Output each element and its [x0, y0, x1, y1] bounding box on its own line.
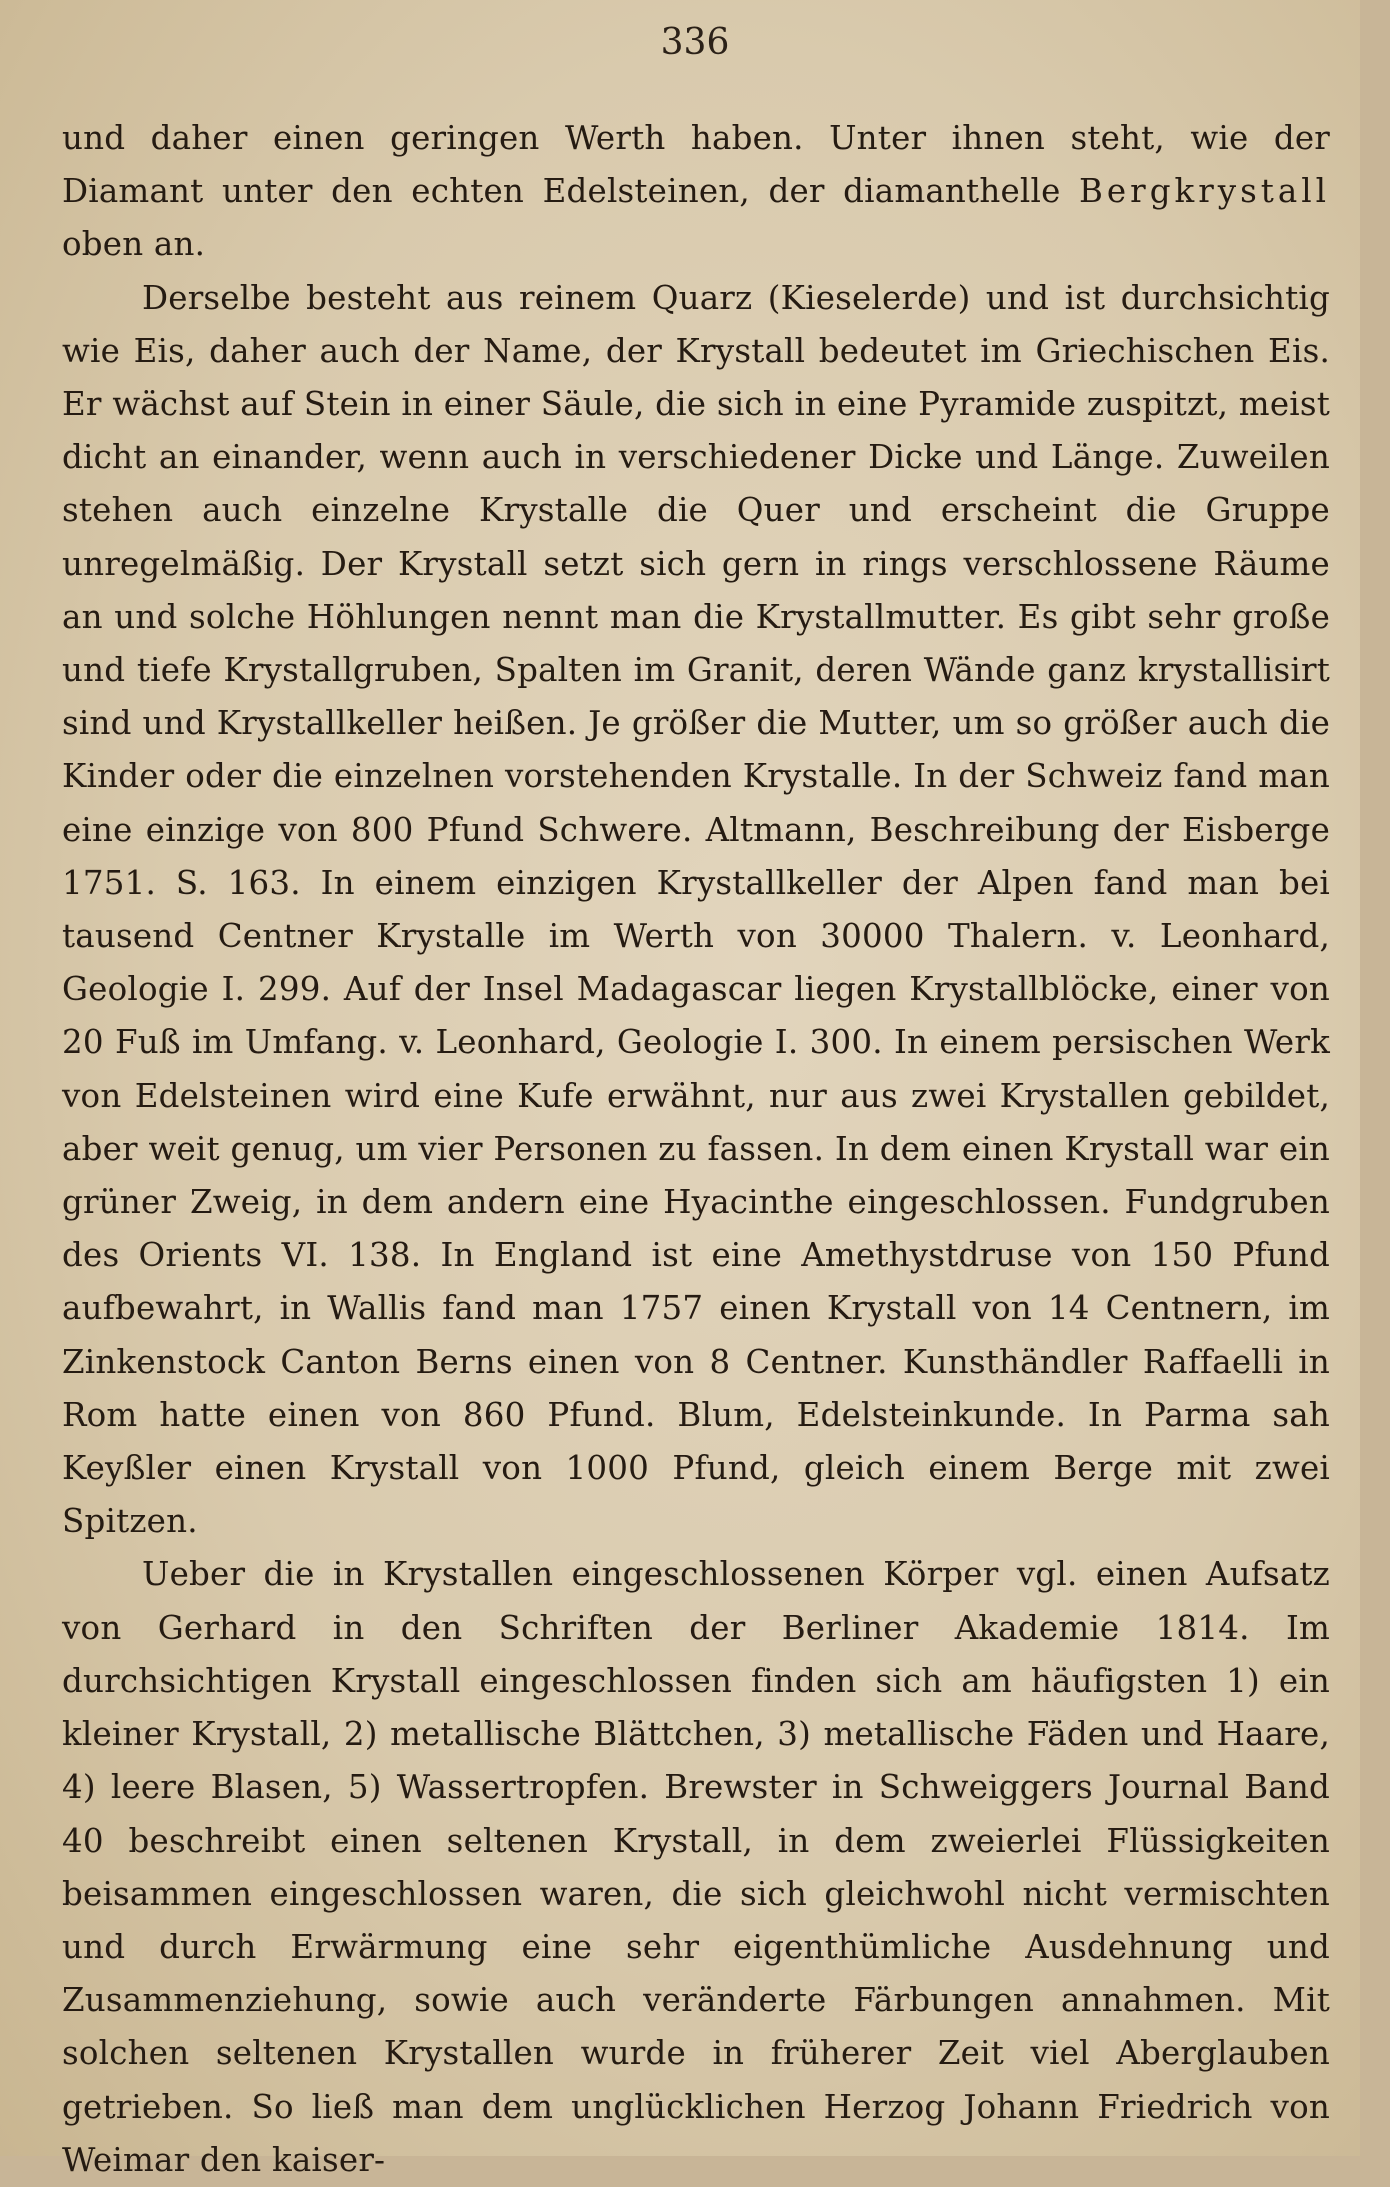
- page-number: 336: [660, 22, 730, 63]
- paragraph-1-text-end: oben an.: [62, 225, 206, 264]
- paragraph-1: [62, 112, 1330, 272]
- paragraph-1-text: und daher einen geringen Werth haben. Unter ihnen steht, wie der Diamant unter den echten Edelsteinen, der diamanthelle: [62, 119, 1330, 211]
- paragraph-3-text: Ueber die in Krystallen eingeschlossenen Körper vgl. einen Aufsatz von Gerhard in den Schriften der Berliner Akademie 1814. Im durchsichtigen Krystall eingeschlossen finden sich am häufigsten 1) ein kleiner Krystall, 2) metallische Blättchen, 3) metallische Fäden und Haare, 4) leere Blasen, 5) Wassertropfen. Brewster in Schweiggers Journal Band 40 beschreibt einen seltenen Krystall, in dem zweierlei Flüssigkeiten beisammen eingeschlossen waren, die sich gleichwohl nicht vermischten und durch Erwärmung eine sehr eigenthümliche Ausdehnung und Zusammenziehung, sowie auch veränderte Färbungen annahmen. Mit solchen seltenen Krystallen wurde in früherer Zeit viel Aberglauben getrieben. So ließ man dem unglücklichen Herzog Johann Friedrich von Weimar den kaiser-: [62, 1555, 1330, 2179]
- paragraph-2: [62, 272, 1330, 1549]
- paragraph-1-spaced-term: Bergkrystall: [1079, 172, 1330, 211]
- paragraph-3: [62, 1548, 1330, 2186]
- paragraph-2-text: Derselbe besteht aus reinem Quarz (Kieselerde) und ist durchsichtig wie Eis, daher auch der Name, der Krystall bedeutet im Griechischen Eis. Er wächst auf Stein in einer Säule, die sich in eine Pyramide zuspitzt, meist dicht an einander, wenn auch in verschiedener Dicke und Länge. Zuweilen stehen auch einzelne Krystalle die Quer und erscheint die Gruppe unregelmäßig. Der Krystall setzt sich gern in rings verschlossene Räume an und solche Höhlungen nennt man die Krystallmutter. Es gibt sehr große und tiefe Krystallgruben, Spalten im Granit, deren Wände ganz krystallisirt sind und Krystallkeller heißen. Je größer die Mutter, um so größer auch die Kinder oder die einzelnen vorstehenden Krystalle. In der Schweiz fand man eine einzige von 800 Pfund Schwere. Altmann, Beschreibung der Eisberge 1751. S. 163. In einem einzigen Krystallkeller der Alpen fand man bei tausend Centner Krystalle im Werth von 30000 Thalern. v. Leonhard, Geologie I. 299. Auf der Insel Madagascar liegen Krystallblöcke, einer von 20 Fuß im Umfang. v. Leonhard, Geologie I. 300. In einem persischen Werk von Edelsteinen wird eine Kufe erwähnt, nur aus zwei Krystallen gebildet, aber weit genug, um vier Personen zu fassen. In dem einen Krystall war ein grüner Zweig, in dem andern eine Hyacinthe eingeschlossen. Fundgruben des Orients VI. 138. In England ist eine Amethystdruse von 150 Pfund aufbewahrt, in Wallis fand man 1757 einen Krystall von 14 Centnern, im Zinkenstock Canton Berns einen von 8 Centner. Kunsthändler Raffaelli in Rom hatte einen von 860 Pfund. Blum, Edelsteinkunde. In Parma sah Keyßler einen Krystall von 1000 Pfund, gleich einem Berge mit zwei Spitzen.: [62, 278, 1330, 1541]
- text-body: [62, 112, 1330, 2187]
